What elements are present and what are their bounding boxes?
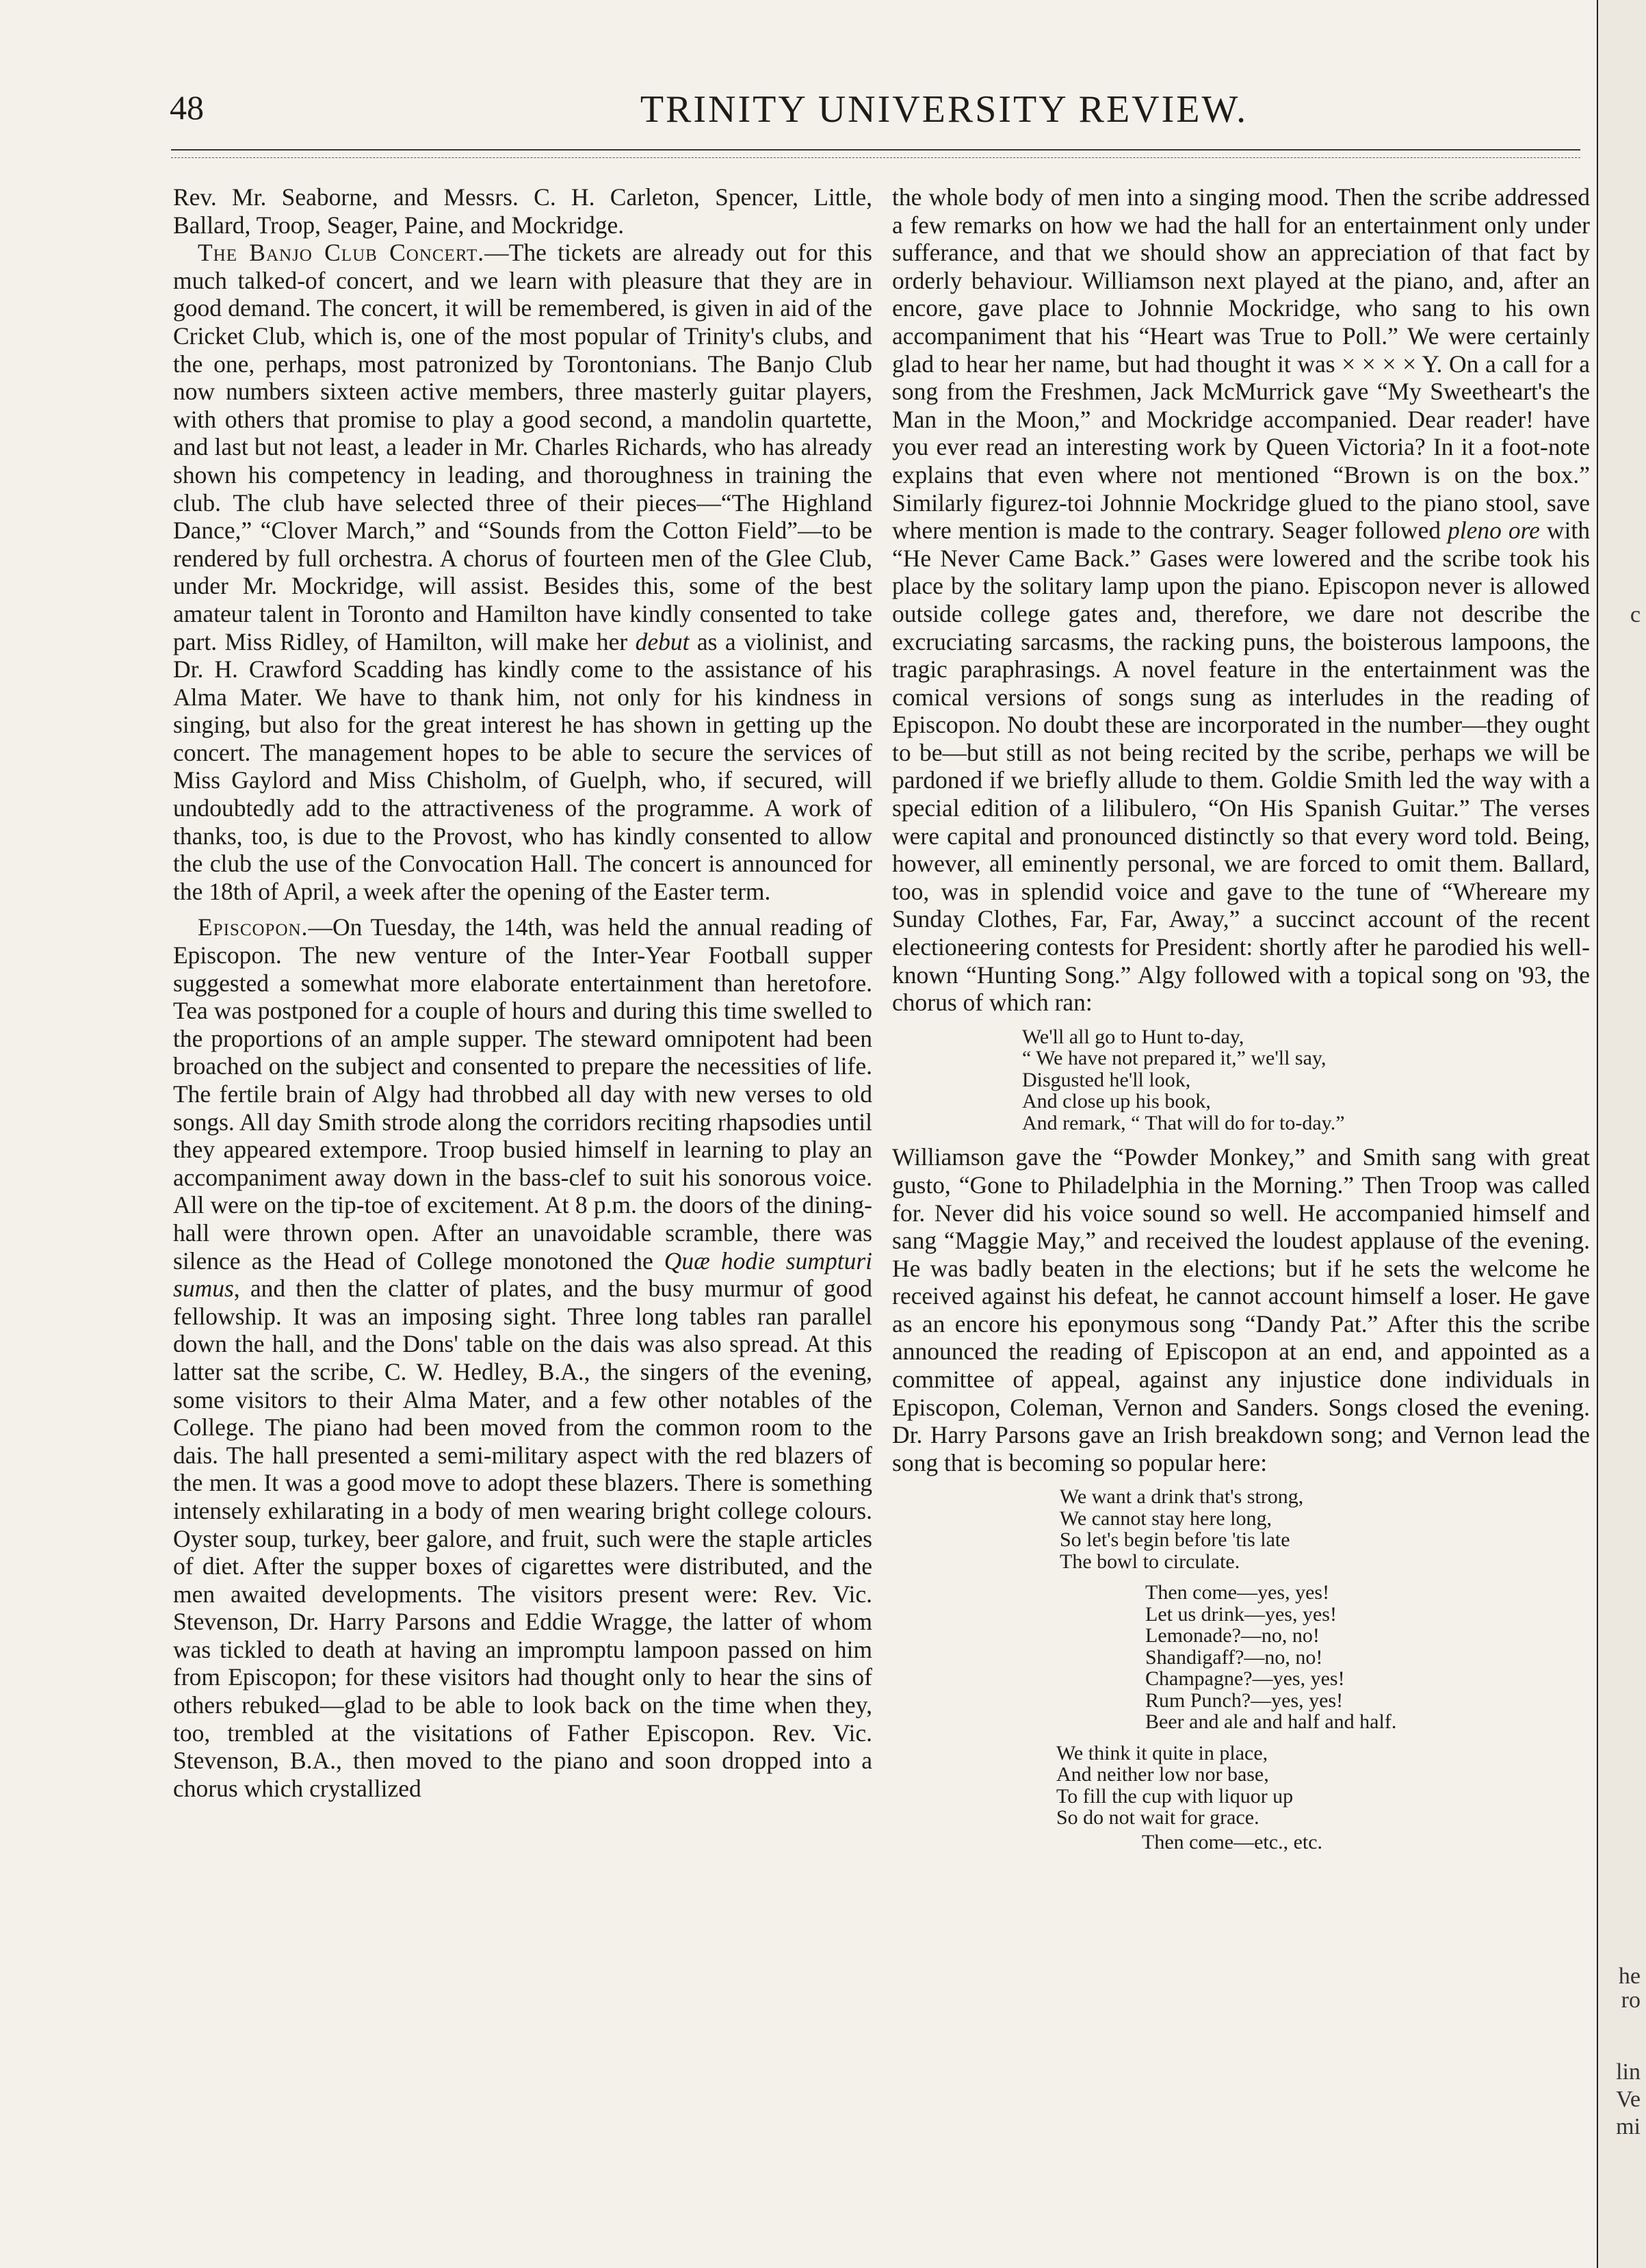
edge-fragment: lin [1616,2059,1641,2085]
paragraph-banjo-club [173,239,872,905]
paragraph: Rev. Mr. Seaborne, and Messrs. C. H. Carleton, Spencer, Little, Ballard, Troop, Seager, Paine, and Mockridge. [173,183,872,239]
edge-fragment: mi [1616,2114,1641,2139]
verse-line: We'll all go to Hunt to-day, [1022,1025,1244,1048]
verse-line: We think it quite in place, [1056,1741,1268,1764]
edge-fragment: he [1618,1964,1641,1989]
verse-line: “ We have not prepared it,” we'll say, [1022,1047,1327,1070]
verse-line: The bowl to circulate. [1060,1550,1240,1573]
text-run: the whole body of men into a singing mood. Then the scribe addressed a few remarks on how we had the hall for an entertainment only under sufferance, and that we should show an appreciation of that fact by orderly behaviour. Williamson next played at the piano, and, after an encore, gave place to Johnnie Mockridge, who sang to his own accompaniment that his “Heart was True to Poll.” We were certainly glad to hear her name, but had thought it was × × × × Y. On a call for a song from the Freshmen, Jack McMurrick gave “My Sweetheart's the Man in the Moon,” and Mockridge accompanied. Dear reader! have you ever read an interesting work by Queen Victoria? In it a foot-note explains that even where not mentioned “Brown is on the box.” Similarly figurez-toi Johnnie Mockridge glued to the piano stool, save where mention is made to the contrary. Seager followed [892,183,1590,545]
verse-line: We want a drink that's strong, [1060,1485,1304,1509]
left-column [173,183,872,1802]
page-number: 48 [170,88,204,127]
running-title: TRINITY UNIVERSITY REVIEW. [640,88,1249,131]
adjacent-page-edge [1597,0,1646,2268]
paragraph-episcopon [173,913,872,1802]
italic-text: debut [635,627,690,655]
paragraph [892,183,1590,1017]
text-run: —On Tuesday, the 14th, was held the annual reading of Episcopon. The new venture of the Inter-Year Football supper suggested a somewhat more elaborate entertainment than heretofore. Tea was postponed for a couple of hours and during this time swelled to the proportions of an ample supper. The steward omnipotent had been broached on the subject and consented to prepare the necessities of life. The fertile brain of Algy had throbbed all day with new verses to old songs. All day Smith strode along the corridors reciting rhapsodies until they appeared extempore. Troop busied himself in learning to play an accompaniment away down in the bass-clef to suit his sonorous voice. All were on the tip-toe of excitement. At 8 p.m. the doors of the dining-hall were thrown open. After an unavoidable scramble, there was silence as the Head of College monotoned the [173,913,872,1275]
verse-chorus [892,1582,1590,1733]
verse-line: So do not wait for grace. [1056,1806,1259,1829]
verse-line: Let us drink—yes, yes! [1145,1602,1337,1626]
verse-line: Lemonade?—no, no! [1145,1624,1320,1647]
verse-line: Beer and ale and half and half. [1145,1710,1397,1734]
italic-text: Quæ hodie sumpturi sumus [173,1247,872,1303]
paragraph: Williamson gave the “Powder Monkey,” and Smith sang with great gusto, “Gone to Philadelphia in the Morning.” Then Troop was called for. Never did his voice sound so well. He accompanied himself and sang “Maggie May,” and received the loudest applause of the evening. He was badly beaten in the elections; but if he sets the welcome he received against his defeat, he cannot account himself a loser. He gave as an encore his eponymous song “Dandy Pat.” After this the scribe announced the reading of Episcopon at an end, and appointed as a committee of appeal, against any injustice done individuals in Episcopon, Coleman, Vernon and Sanders. Songs closed the evening. Dr. Harry Parsons gave an Irish breakdown song; and Vernon lead the song that is becoming so popular here: [892,1143,1590,1476]
verse-line: And neither low nor base, [1056,1763,1269,1786]
text-run: , and then the clatter of plates, and the busy murmur of good fellowship. It was an imposing sight. Three long tables ran parallel down the hall, and the Dons' table on the dais was also spread. At this latter sat the scribe, C. W. Hedley, B.A., the singers of the evening, some visitors to their Alma Mater, and a few other notables of the College. The piano had been moved from the common room to the dais. The hall presented a semi-military aspect with the red blazers of the men. It was a good move to adopt these blazers. There is something intensely exhilarating in a body of men wearing bright college colours. Oyster soup, turkey, beer galore, and fruit, such were the staple articles of diet. After the supper boxes of cigarettes were distributed, and the men awaited developments. The visitors present were: Rev. Vic. Stevenson, Dr. Harry Parsons and Eddie Wragge, the latter of whom was tickled to death at having an impromptu lampoon passed on him from Episcopon; for these visitors had thought only to hear the sins of others rebuked—glad to be able to look back on the time when they, too, trembled at the visitations of Father Episcopon. Rev. Vic. Stevenson, B.A., then moved to the piano and soon dropped into a chorus which crystallized [173,1275,872,1802]
italic-text: pleno ore [1448,517,1540,545]
verse-line: Rum Punch?—yes, yes! [1145,1689,1344,1712]
header-rule [171,149,1580,151]
edge-fragment: Ve [1616,2087,1641,2112]
verse-line: Then come—etc., etc. [1142,1830,1323,1853]
edge-fragment: ro [1621,1987,1641,2013]
section-heading: Episcopon. [198,913,309,941]
edge-fragment: c [1630,602,1641,627]
verse-line: And remark, “ That will do for to-day.” [1022,1111,1345,1134]
text-run: as a violinist, and Dr. H. Crawford Scadding has kindly come to the assistance of his Alma Mater. We have to thank him, not only for his kindness in singing, but also for the great interest he has shown in getting up the concert. The management hopes to be able to secure the services of Miss Gaylord and Miss Chisholm, of Guelph, who, if secured, will undoubtedly add to the attractiveness of the programme. A work of thanks, too, is due to the Provost, who has kindly consented to allow the club the use of the Convocation Hall. The concert is announced for the 18th of April, a week after the opening of the Easter term. [173,627,872,905]
verse-grace [892,1743,1590,1853]
verse-line: And close up his book, [1022,1090,1211,1113]
right-column [892,183,1590,1862]
verse-line: Champagne?—yes, yes! [1145,1667,1345,1691]
verse-line: Disgusted he'll look, [1022,1068,1191,1091]
verse-line: We cannot stay here long, [1060,1507,1272,1530]
text-run: with “He Never Came Back.” Gases were lowered and the scribe took his place by the solitary lamp upon the piano. Episcopon never is allowed outside college gates and, therefore, we dare not describe the excruciating sarcasms, the racking puns, the boisterous lampoons, the tragic paraphrasings. A novel feature in the entertainment was the comical versions of songs sung as interludes in the reading of Episcopon. No doubt these are incorporated in the number—they ought to be—but still as not being recited by the scribe, perhaps we will be pardoned if we briefly allude to them. Goldie Smith led the way with a special edition of a lilibulero, “On His Spanish Guitar.” The verses were capital and pronounced distinctly so that every word told. Being, however, all eminently personal, we are forced to omit them. Ballard, too, was in splendid voice and gave to the tune of “Whereare my Sunday Clothes, Far, Far, Away,” a succinct account of the recent electioneering contests for President: shortly after he parodied his well-known “Hunting Song.” Algy followed with a topical song on '93, the chorus of which ran: [892,517,1590,1017]
header-rule-dashed [171,157,1580,158]
verse-drink [892,1486,1590,1572]
verse-hunt [892,1026,1590,1134]
verse-line: To fill the cup with liquor up [1056,1784,1294,1808]
section-heading: The Banjo Club Concert. [198,239,485,267]
verse-line: Shandigaff?—no, no! [1145,1645,1323,1669]
verse-line: So let's begin before 'tis late [1060,1528,1290,1552]
verse-line: Then come—yes, yes! [1145,1581,1330,1604]
text-run: —The tickets are already out for this much talked-of concert, and we learn with pleasure that they are in good demand. The concert, it will be remembered, is given in aid of the Cricket Club, which is, one of the most popular of Trinity's clubs, and the one, perhaps, most patronized by Torontonians. The Banjo Club now numbers sixteen active members, three masterly guitar players, with others that promise to play a good second, a mandolin quartette, and last but not least, a leader in Mr. Charles Richards, who has already shown his competency in leading, and thoroughness in training the club. The club have selected three of their pieces—“The Highland Dance,” “Clover March,” and “Sounds from the Cotton Field”—to be rendered by full orchestra. A chorus of fourteen men of the Glee Club, under Mr. Mockridge, will assist. Besides this, some of the best amateur talent in Toronto and Hamilton have kindly consented to take part. Miss Ridley, of Hamilton, will make her [173,239,872,655]
